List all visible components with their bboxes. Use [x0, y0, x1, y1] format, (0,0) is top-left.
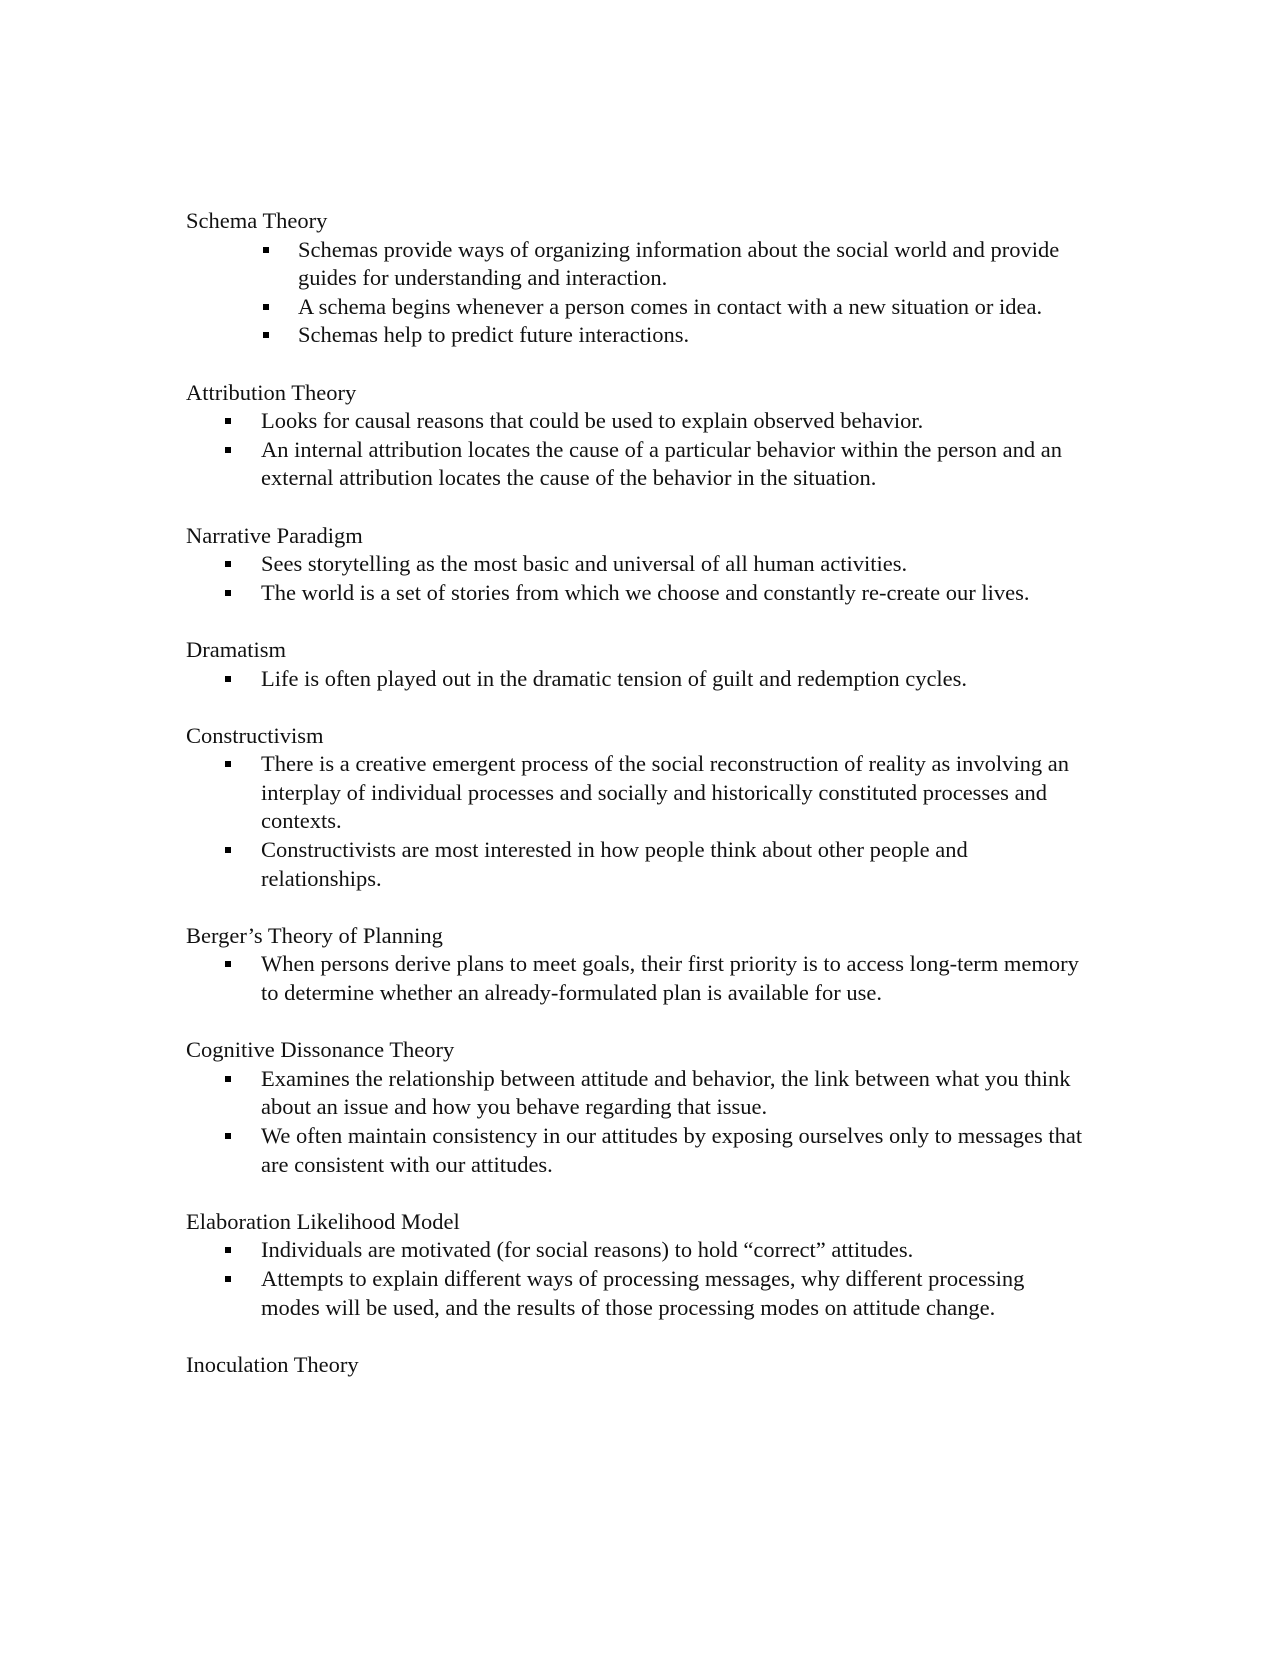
square-bullet-icon — [263, 304, 269, 310]
section-heading: Inoculation Theory — [186, 1351, 359, 1377]
section-heading: Attribution Theory — [186, 379, 357, 405]
section-heading: Constructivism — [186, 722, 324, 748]
square-bullet-icon — [225, 1076, 231, 1082]
bullet-text: We often maintain consistency in our attitudes by exposing ourselves only to messages that are consistent with our attitudes. — [261, 1123, 1083, 1177]
bullet-item — [186, 236, 1086, 293]
section-narrative-paradigm — [186, 522, 1086, 608]
document-body — [186, 207, 1086, 1408]
bullet-text: Life is often played out in the dramatic tension of guilt and redemption cycles. — [261, 665, 968, 691]
bullet-item — [186, 750, 1086, 836]
bullet-text: The world is a set of stories from which we choose and constantly re-create our lives. — [261, 579, 1030, 605]
section-elaboration-likelihood-model — [186, 1208, 1086, 1322]
bullet-item — [186, 436, 1086, 493]
bullet-item — [186, 836, 1086, 893]
square-bullet-icon — [225, 1133, 231, 1139]
section-schema-theory — [186, 207, 1086, 350]
square-bullet-icon — [263, 332, 269, 338]
bullet-item — [186, 293, 1086, 322]
bullet-text: An internal attribution locates the cause of a particular behavior within the person and an external attribution locates the cause of the behavior in the situation. — [261, 436, 1062, 491]
section-heading: Cognitive Dissonance Theory — [186, 1037, 455, 1063]
section-cognitive-dissonance-theory — [186, 1036, 1086, 1179]
square-bullet-icon — [225, 1276, 231, 1282]
section-heading: Berger’s Theory of Planning — [186, 922, 443, 948]
bullet-text: There is a creative emergent process of the social reconstruction of reality as involving an interplay of individual processes and socially and historically constituted processes and contexts. — [261, 751, 1070, 834]
bullet-item — [186, 950, 1086, 1007]
bullet-text: Sees storytelling as the most basic and universal of all human activities. — [261, 551, 908, 577]
bullet-text: Individuals are motivated (for social reasons) to hold “correct” attitudes. — [261, 1237, 914, 1263]
bullet-list — [186, 1065, 1086, 1179]
bullet-item — [186, 1122, 1086, 1179]
bullet-list — [186, 750, 1086, 893]
section-constructivism — [186, 722, 1086, 894]
bullet-list — [186, 950, 1086, 1007]
bullet-item — [186, 579, 1086, 608]
section-dramatism — [186, 636, 1086, 693]
bullet-item — [186, 1065, 1086, 1122]
bullet-list — [186, 1236, 1086, 1322]
square-bullet-icon — [263, 247, 269, 253]
bullet-list — [186, 665, 1086, 694]
section-inoculation-theory — [186, 1351, 1086, 1380]
bullet-text: Constructivists are most interested in how people think about other people and relationships. — [261, 837, 968, 891]
section-bergers-theory-of-planning — [186, 922, 1086, 1008]
square-bullet-icon — [225, 590, 231, 596]
square-bullet-icon — [225, 447, 231, 453]
bullet-item — [186, 550, 1086, 579]
section-heading: Narrative Paradigm — [186, 522, 363, 548]
bullet-item — [186, 407, 1086, 436]
square-bullet-icon — [225, 1247, 231, 1253]
square-bullet-icon — [225, 847, 231, 853]
section-heading: Elaboration Likelihood Model — [186, 1208, 460, 1234]
bullet-text: When persons derive plans to meet goals, their first priority is to access long-term memory to determine whether an already-formulated plan is available for use. — [261, 951, 1079, 1006]
bullet-text: A schema begins whenever a person comes in contact with a new situation or idea. — [298, 293, 1043, 319]
bullet-text: Schemas provide ways of organizing information about the social world and provide guides for understanding and interaction. — [298, 236, 1060, 291]
bullet-list — [186, 407, 1086, 493]
square-bullet-icon — [225, 561, 231, 567]
bullet-text: Schemas help to predict future interactions. — [298, 322, 690, 348]
bullet-list — [186, 236, 1086, 350]
section-heading: Dramatism — [186, 636, 286, 662]
bullet-item — [186, 321, 1086, 350]
square-bullet-icon — [225, 961, 231, 967]
bullet-list — [186, 550, 1086, 607]
bullet-text: Attempts to explain different ways of processing messages, why different processing modes will be used, and the results of those processing modes on attitude change. — [261, 1265, 1025, 1320]
bullet-text: Looks for causal reasons that could be used to explain observed behavior. — [261, 408, 924, 434]
bullet-item — [186, 1236, 1086, 1265]
section-attribution-theory — [186, 379, 1086, 493]
bullet-item — [186, 665, 1086, 694]
square-bullet-icon — [225, 676, 231, 682]
bullet-item — [186, 1265, 1086, 1322]
section-heading: Schema Theory — [186, 208, 328, 233]
square-bullet-icon — [225, 761, 231, 767]
bullet-text: Examines the relationship between attitude and behavior, the link between what you think about an issue and how you behave regarding that issue. — [261, 1065, 1071, 1120]
square-bullet-icon — [225, 418, 231, 424]
